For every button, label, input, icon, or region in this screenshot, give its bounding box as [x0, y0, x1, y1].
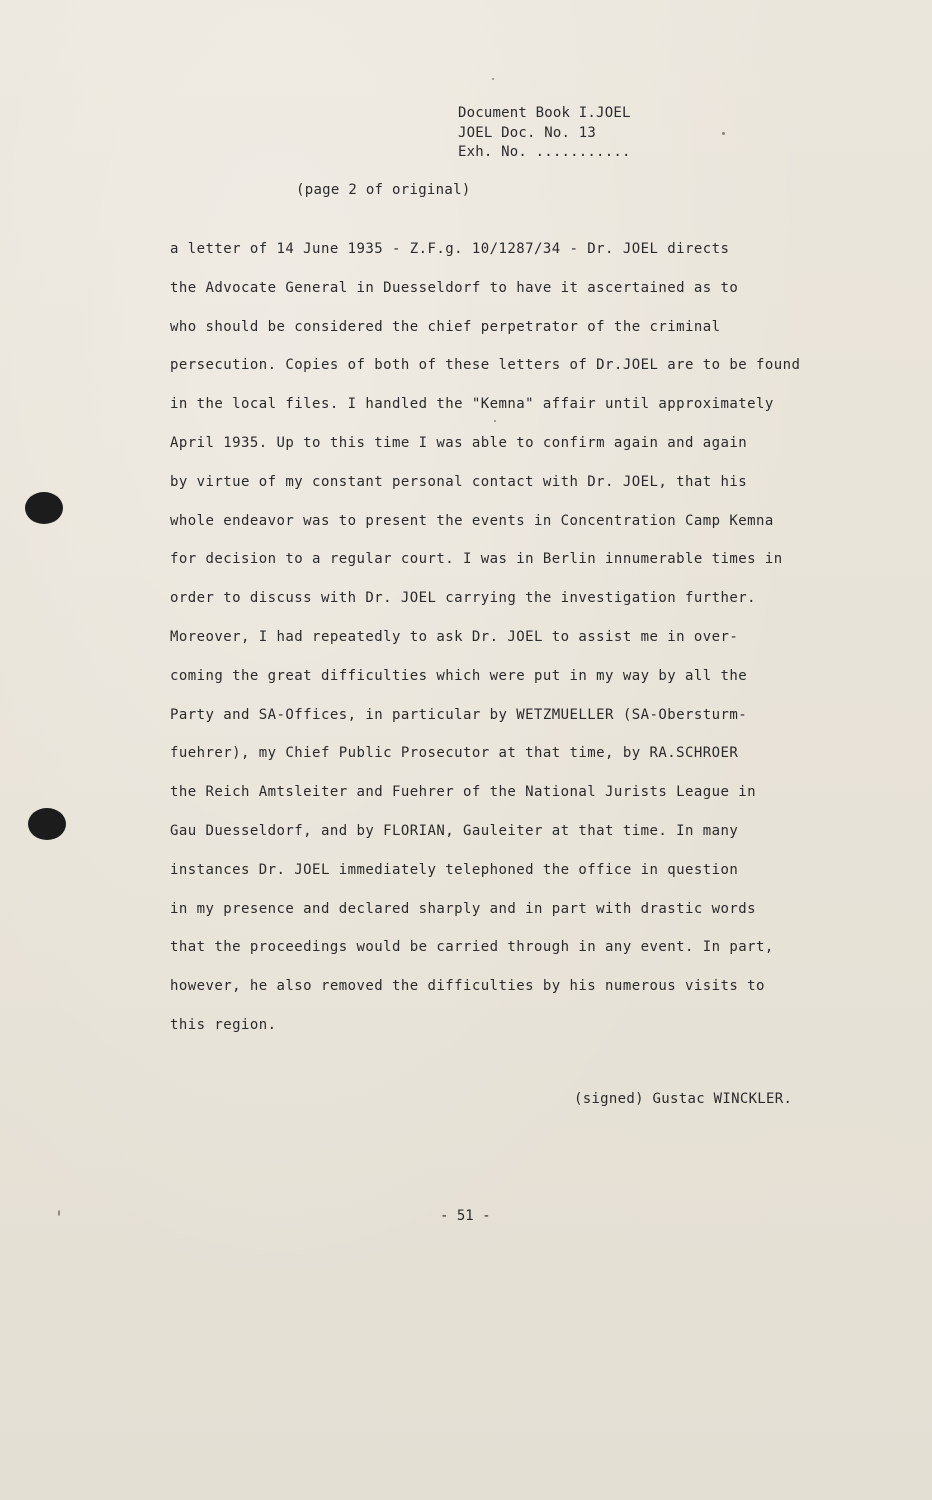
body-line: Gau Duesseldorf, and by FLORIAN, Gauleiter at that time. In many — [170, 822, 739, 839]
paper-speck — [722, 132, 725, 135]
document-body — [170, 239, 870, 1054]
punch-hole-top — [25, 492, 63, 524]
body-line: Moreover, I had repeatedly to ask Dr. JOEL to assist me in over- — [170, 628, 739, 645]
body-line: who should be considered the chief perpetrator of the criminal — [170, 318, 721, 335]
body-line: persecution. Copies of both of these letters of Dr.JOEL are to be found — [170, 357, 801, 374]
body-line: April 1935. Up to this time I was able to confirm again and again — [170, 434, 748, 451]
body-line: the Reich Amtsleiter and Fuehrer of the National Jurists League in — [170, 784, 756, 801]
paper-speck — [494, 420, 496, 422]
body-line: order to discuss with Dr. JOEL carrying the investigation further. — [170, 590, 756, 607]
punch-hole-bottom — [28, 808, 66, 840]
body-line: for decision to a regular court. I was in Berlin innumerable times in — [170, 551, 783, 568]
body-line: this region. — [170, 1016, 277, 1033]
body-line: whole endeavor was to present the events in Concentration Camp Kemna — [170, 512, 774, 529]
document-book-label: Document Book I.JOEL — [458, 105, 631, 121]
paper-speck — [492, 78, 494, 80]
body-line: fuehrer), my Chief Public Prosecutor at that time, by RA.SCHROER — [170, 745, 739, 762]
body-line: in the local files. I handled the "Kemna" affair until approximately — [170, 396, 774, 413]
body-line: Party and SA-Offices, in particular by WETZMUELLER (SA-Obersturm- — [170, 706, 748, 723]
page-number: - 51 - — [440, 1208, 491, 1224]
body-line: a letter of 14 June 1935 - Z.F.g. 10/1287/34 - Dr. JOEL directs — [170, 241, 730, 257]
body-line: coming the great difficulties which were put in my way by all the — [170, 667, 748, 684]
body-line: that the proceedings would be carried through in any event. In part, — [170, 939, 774, 956]
document-header — [458, 104, 631, 163]
exhibit-number-label: Exh. No. ........... — [458, 144, 631, 160]
page-of-original-note: (page 2 of original) — [296, 182, 471, 198]
body-line: by virtue of my constant personal contact with Dr. JOEL, that his — [170, 473, 748, 490]
body-line: however, he also removed the difficulties by his numerous visits to — [170, 978, 765, 995]
paper-speck — [58, 1210, 60, 1216]
doc-number-label: JOEL Doc. No. 13 — [458, 124, 597, 141]
body-line: instances Dr. JOEL immediately telephoned the office in question — [170, 861, 739, 878]
signature-line: (signed) Gustac WINCKLER. — [574, 1091, 793, 1107]
body-line: in my presence and declared sharply and in part with drastic words — [170, 900, 756, 917]
body-line: the Advocate General in Duesseldorf to have it ascertained as to — [170, 279, 739, 296]
